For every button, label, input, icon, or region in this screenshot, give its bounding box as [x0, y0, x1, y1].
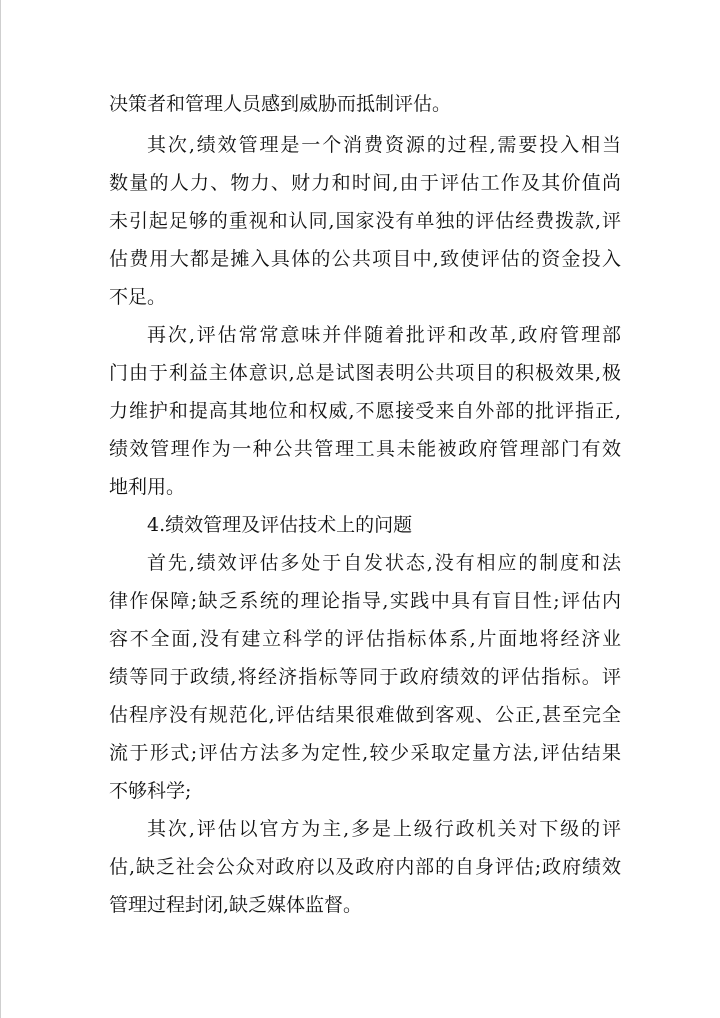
paragraph-first-line: 其次,绩效管理是一个消费资源的过程,需要投入相当: [147, 134, 621, 156]
text-line: 估程序没有规范化,评估结果很难做到客观、公正,甚至完全: [109, 704, 621, 726]
text-line: 绩效管理作为一种公共管理工具未能被政府管理部门有效: [109, 438, 621, 460]
text-line: 容不全面,没有建立科学的评估指标体系,片面地将经济业: [109, 628, 621, 650]
text-line: 估费用大都是摊入具体的公共项目中,致使评估的资金投入: [109, 248, 621, 270]
text-line: 流于形式;评估方法多为定性,较少采取定量方法,评估结果: [109, 742, 621, 764]
text-line: 绩等同于政绩,将经济指标等同于政府绩效的评估指标。评: [109, 666, 621, 688]
paragraph-first-line: 其次,评估以官方为主,多是上级行政机关对下级的评: [147, 818, 621, 840]
text-line: 决策者和管理人员感到威胁而抵制评估。: [109, 93, 452, 115]
text-line: 地利用。: [109, 476, 186, 498]
paragraph-first-line: 首先,绩效评估多处于自发状态,没有相应的制度和法: [147, 552, 621, 574]
text-line: 力维护和提高其地位和权威,不愿接受来自外部的批评指正,: [109, 400, 621, 422]
paragraph-first-line: 再次,评估常常意味并伴随着批评和改革,政府管理部: [147, 324, 621, 346]
text-line: 管理过程封闭,缺乏媒体监督。: [109, 894, 363, 916]
text-line: 未引起足够的重视和认同,国家没有单独的评估经费拨款,评: [109, 210, 621, 232]
section-heading: 4.绩效管理及评估技术上的问题: [147, 514, 413, 536]
text-line: 估,缺乏社会公众对政府以及政府内部的自身评估;政府绩效: [109, 856, 621, 878]
text-line: 不够科学;: [109, 780, 192, 802]
text-line: 数量的人力、物力、财力和时间,由于评估工作及其价值尚: [109, 172, 621, 194]
text-line: 律作保障;缺乏系统的理论指导,实践中具有盲目性;评估内: [109, 590, 621, 612]
text-line: 不足。: [109, 286, 167, 308]
text-line: 门由于利益主体意识,总是试图表明公共项目的积极效果,极: [109, 362, 621, 384]
